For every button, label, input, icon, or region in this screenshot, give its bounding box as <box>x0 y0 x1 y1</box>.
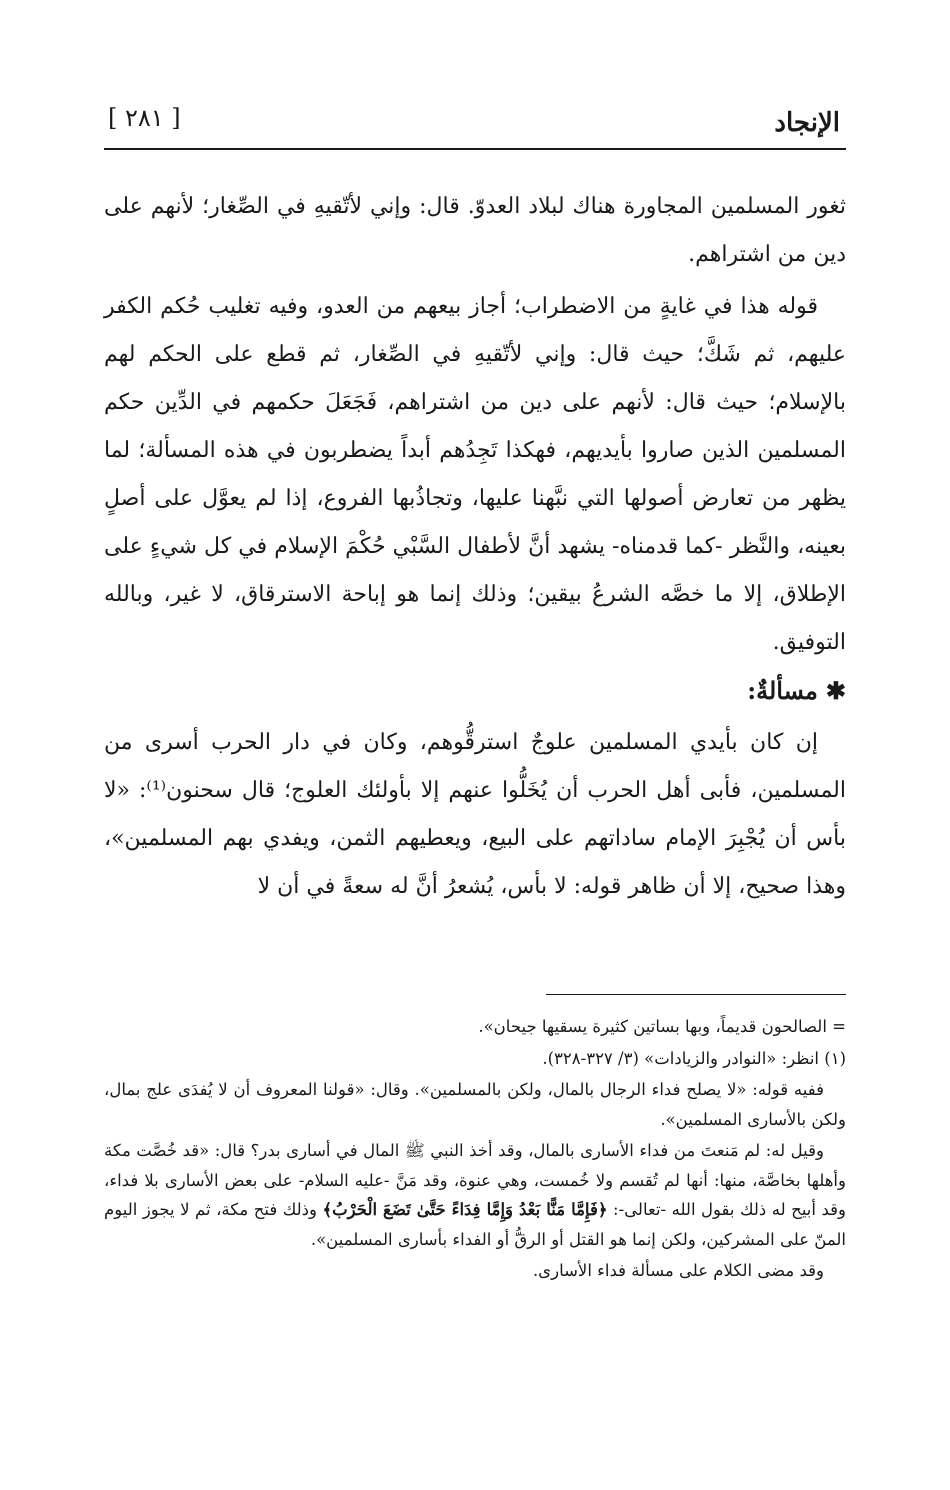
footnote-4: وقد مضى الكلام على مسألة فداء الأسارى. <box>532 1261 824 1280</box>
paragraph-2: قوله هذا في غايةٍ من الاضطراب؛ أجاز بيعهم من العدو، وفيه تغليب حُكم الكفر عليهم، ثم شَكَّ؛ حيث قال: وإني لأتّقيهِ في الصِّغار، ثم قطع على الحكم لهم بالإسلام؛ حيث قال: لأنهم على دين من اشتراهم، فَجَعَلَ حكمهم في الدِّين حكم المسلمين الذين صاروا بأيديهم، فهكذا تَجِدُهم أبداً يضطربون في هذه المسألة؛ لما يظهر من تعارض أصولها التي نبَّهنا عليها، وتجاذُبها الفروع، إذا لم يعوَّل على أصلٍ بعينه، والنَّظر -كما قدمناه- يشهد أنَّ لأطفال السَّبْي حُكْمَ الإسلام في كل شيءٍ على الإطلاق، إلا ما خصَّه الشرعُ بيقين؛ وذلك إنما هو إباحة الاسترقاق، لا غير، وبالله التوفيق. <box>104 294 847 655</box>
footnote-2: ففيه قوله: «لا يصلح فداء الرجال بالمال، ولكن بالمسلمين». وقال: «قولنا المعروف أن لا يُفدَى علج بمال، ولكن بالأسارى المسلمين». <box>104 1080 846 1129</box>
quran-verse: ﴿فَإِمَّا مَنًّا بَعْدُ وَإِمَّا فِدَاءً حَتَّىٰ تَضَعَ الْحَرْبُ﴾ <box>322 1200 608 1219</box>
main-text <box>104 183 846 911</box>
running-header-title: الإنجاد <box>774 108 840 138</box>
footnote-1: (١) انظر: «النوادر والزيادات» (٣/ ٣٢٧-٣٢٨). <box>542 1048 846 1068</box>
footnotes <box>104 1012 846 1288</box>
page-number: [ ٢٨١ ] <box>108 104 181 132</box>
section-heading <box>104 667 846 715</box>
header-rule <box>104 148 846 150</box>
footnote-3-part-b: وذلك فتح مكة، ثم لا يجوز اليوم المنّ على المشركين، ولكن إنما هو القتل أو الرقُّ أو الفداء بأسارى المسلمين». <box>104 1200 846 1249</box>
star-icon: ✱ <box>825 676 846 705</box>
paragraph-3: إن كان بأيدي المسلمين علوجٌ استرقُّوهم، وكان في دار الحرب أسرى من المسلمين، فأبى أهل الحرب أن يُخَلُّوا عنهم إلا بأولئك العلوج؛ قال سحنون⁽¹⁾: «لا بأس أن يُجْبِرَ الإمام ساداتهم على البيع، ويعطيهم الثمن، ويفدي بهم المسلمين»، وهذا صحيح، إلا أن ظاهر قوله: لا بأس، يُشعرُ أنَّ له سعةً في أن لا <box>104 730 846 899</box>
paragraph-1: ثغور المسلمين المجاورة هناك لبلاد العدوّ. قال: وإني لأتّقيهِ في الصِّغار؛ لأنهم على دين من اشتراهم. <box>104 194 846 267</box>
footnote-rule <box>546 994 846 995</box>
footnote-3-part-a: وقيل له: لم مَنعتَ من فداء الأسارى بالمال، وقد أخذ النبي ﷺ المال في أسارى بدر؟ قال: «قد خُصَّت مكة وأهلها بخاصَّة، منها: أنها لم تُقسم ولا خُمست، وهي عنوة، وقد مَنَّ -عليه السلام- على بعض الأسارى بلا فداء، وقد أبيح له ذلك بقول الله -تعالى-: <box>104 1141 846 1219</box>
footnote-continuation: = الصالحون قديماً، وبها بساتين كثيرة يسقيها جيحان». <box>478 1017 846 1036</box>
section-heading-text: مسألةٌ: <box>747 676 818 705</box>
footnote-3 <box>104 1136 846 1254</box>
